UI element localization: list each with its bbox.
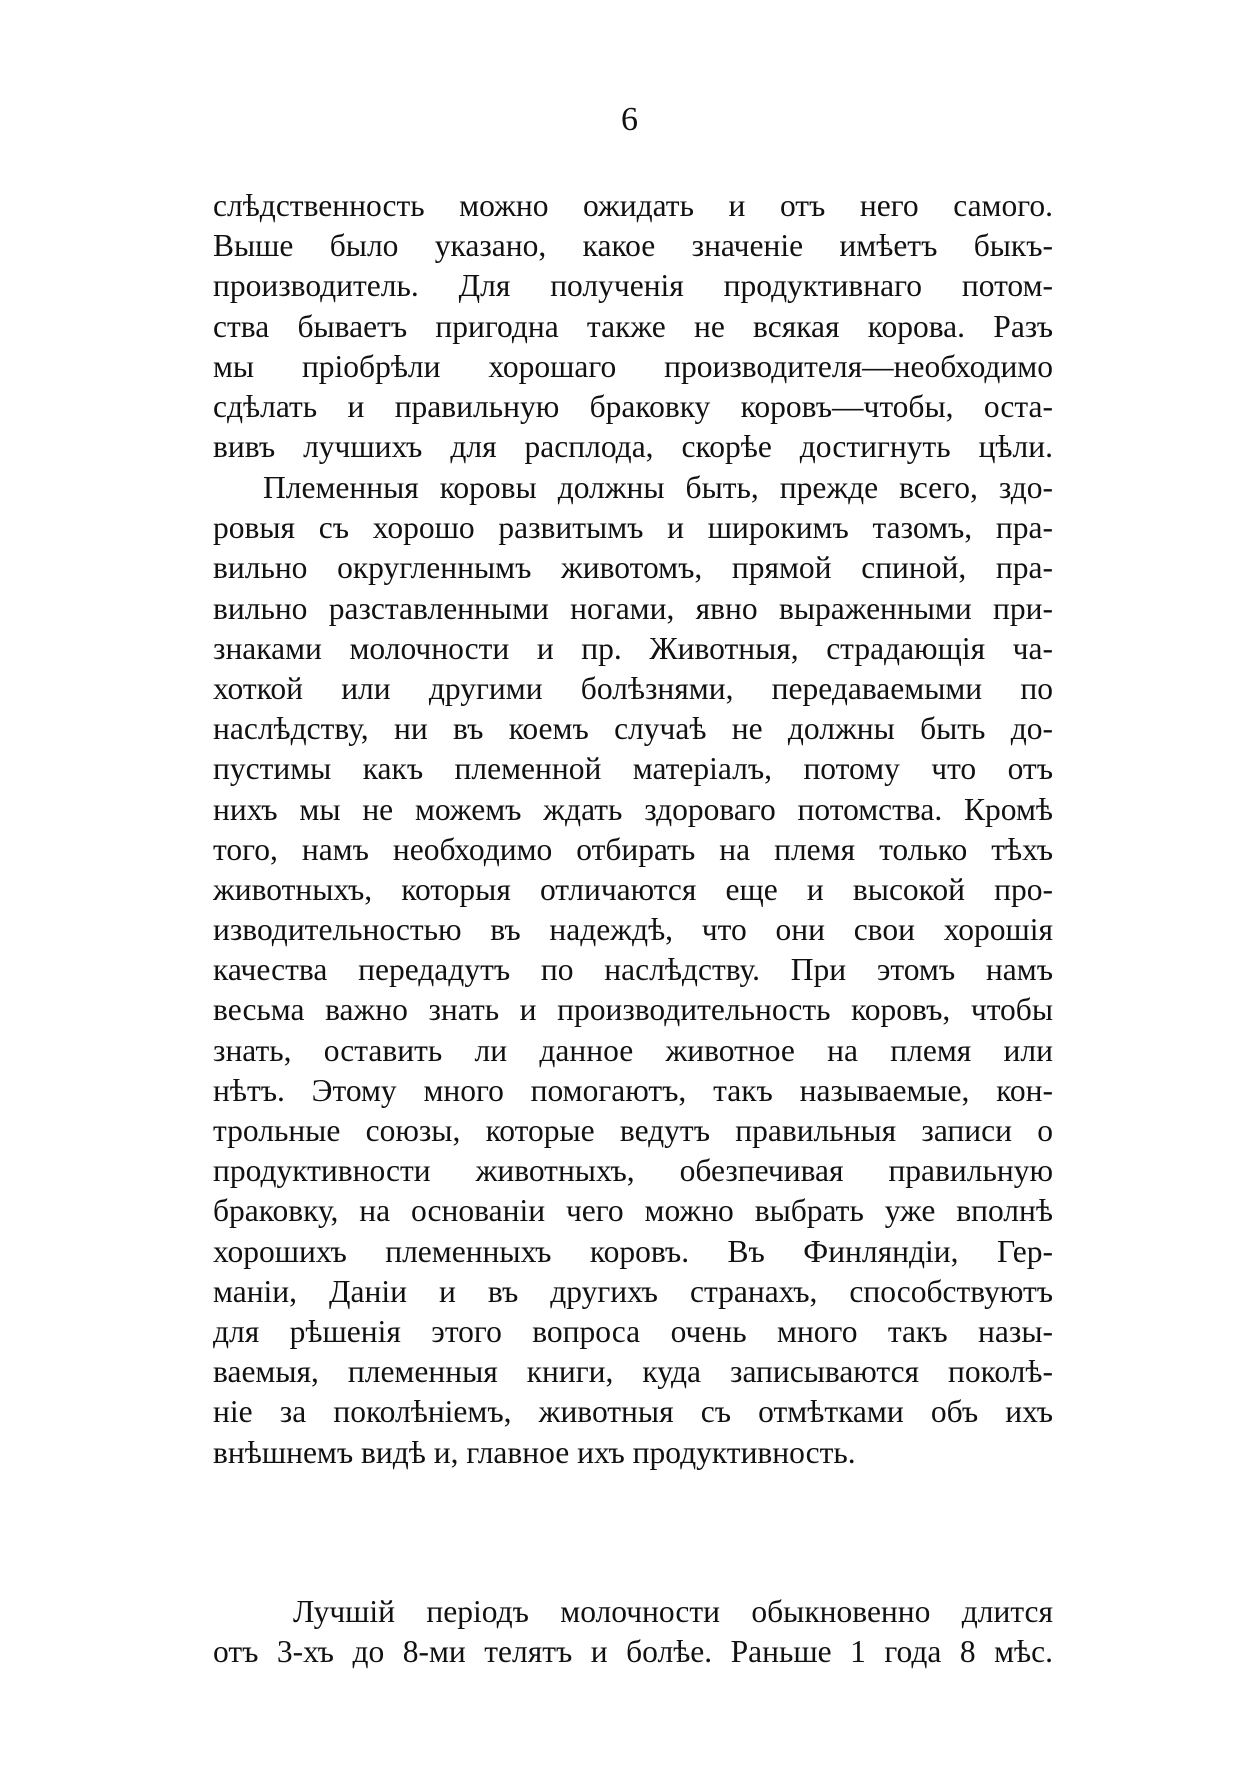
- text-line: знаками молочности и пр. Животныя, страдающія ча-: [213, 630, 1053, 666]
- text-line: для рѣшенія этого вопроса очень много такъ назы-: [213, 1313, 1053, 1349]
- text-line: нихъ мы не можемъ ждать здороваго потомства. Кромѣ: [213, 791, 1053, 827]
- text-line: ніе за поколѣніемъ, животныя съ отмѣтками объ ихъ: [213, 1394, 1053, 1430]
- text-line: весьма важно знать и производительность коровъ, чтобы: [213, 992, 1053, 1028]
- text-line: наслѣдству, ни въ коемъ случаѣ не должны быть до-: [213, 711, 1053, 747]
- text-line: ваемыя, племенныя книги, куда записываются поколѣ-: [213, 1354, 1053, 1390]
- text-line: внѣшнемъ видѣ и, главное ихъ продуктивность.: [213, 1434, 856, 1470]
- text-line: вивъ лучшихъ для расплода, скорѣе достигнуть цѣли.: [213, 429, 1053, 465]
- text-line: Выше было указано, какое значеніе имѣетъ быкъ-: [213, 228, 1053, 264]
- text-line: вильно разставленными ногами, явно выраженными при-: [213, 590, 1053, 626]
- text-line: пустимы какъ племенной матеріалъ, потому что отъ: [213, 751, 1053, 787]
- text-line: ровыя съ хорошо развитымъ и широкимъ тазомъ, пра-: [213, 510, 1053, 546]
- paragraph-2: [213, 468, 1053, 1473]
- text-line: сдѣлать и правильную браковку коровъ—чтобы, оста-: [213, 388, 1053, 424]
- text-line: трольные союзы, которые ведутъ правильныя записи о: [213, 1113, 1053, 1148]
- text-line: качества передадутъ по наслѣдству. При этомъ намъ: [213, 952, 1053, 988]
- text-line: животныхъ, которыя отличаются еще и высокой про-: [213, 871, 1053, 907]
- text-line: продуктивности животныхъ, обезпечивая правильную: [213, 1153, 1053, 1189]
- text-line: того, намъ необходимо отбирать на племя только тѣхъ: [213, 831, 1053, 867]
- paragraph-3: [213, 1592, 1053, 1672]
- text-line: хоткой или другими болѣзнями, передаваемыми по: [213, 670, 1053, 706]
- text-line: изводительностью въ надеждѣ, что они свои хорошія: [213, 912, 1053, 948]
- text-line: нѣтъ. Этому много помогаютъ, такъ называемые, кон-: [213, 1072, 1053, 1108]
- text-line: вильно округленнымъ животомъ, прямой спиной, пра-: [213, 550, 1053, 586]
- text-line: слѣдственность можно ожидать и отъ него самого.: [213, 188, 1053, 223]
- text-line: отъ 3-хъ до 8-ми телятъ и болѣе. Раньше 1 года 8 мѣс.: [213, 1634, 1053, 1670]
- text-line: маніи, Даніи и въ другихъ странахъ, способствуютъ: [213, 1273, 1053, 1309]
- text-line: Лучшій періодъ молочности обыкновенно длится: [293, 1594, 1053, 1629]
- text-line: Племенныя коровы должны быть, прежде всего, здо-: [263, 470, 1053, 505]
- paragraph-1: [213, 186, 1053, 467]
- page-number: 6: [621, 101, 638, 138]
- text-line: хорошихъ племенныхъ коровъ. Въ Финляндіи, Гер-: [213, 1233, 1053, 1269]
- text-line: ства бываетъ пригодна также не всякая корова. Разъ: [213, 308, 1053, 344]
- text-line: производитель. Для полученія продуктивнаго потом-: [213, 268, 1053, 304]
- text-line: знать, оставить ли данное животное на племя или: [213, 1032, 1053, 1068]
- text-line: браковку, на основаніи чего можно выбрать уже вполнѣ: [213, 1193, 1053, 1229]
- text-line: мы пріобрѣли хорошаго производителя—необходимо: [213, 348, 1053, 384]
